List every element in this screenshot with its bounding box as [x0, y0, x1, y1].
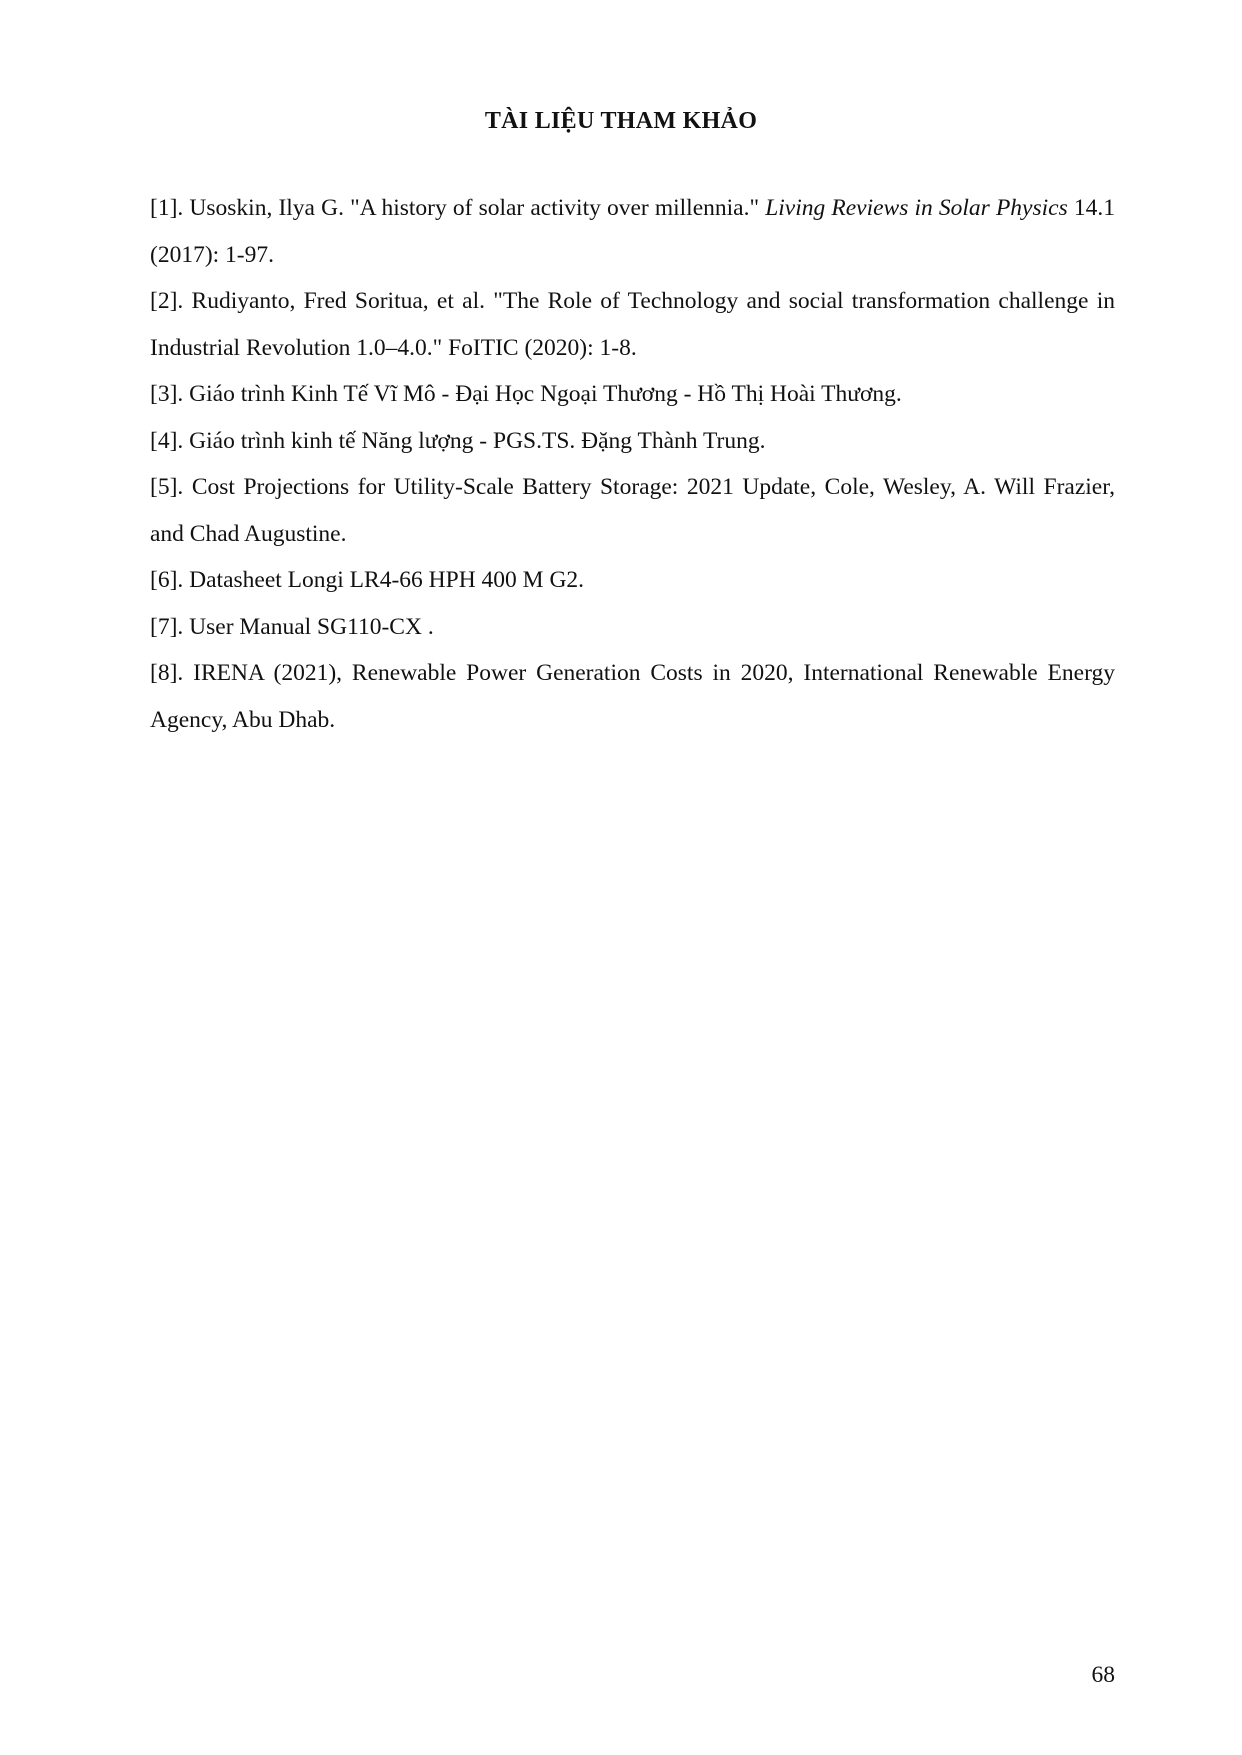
reference-item-2: [2]. Rudiyanto, Fred Soritua, et al. "The Role of Technology and social transformation challenge in Industrial Revolution 1.0–4.0." FoITIC (2020): 1-8. [150, 288, 1115, 361]
reference-item-7: [7]. User Manual SG110-CX . [150, 613, 434, 640]
reference-item-6: [6]. Datasheet Longi LR4-66 HPH 400 M G2. [150, 567, 585, 593]
reference-item-3: [3]. Giáo trình Kinh Tế Vĩ Mô - Đại Học Ngoại Thương - Hồ Thị Hoài Thương. [150, 381, 902, 407]
reference-1-journal: Living Reviews in Solar Physics [765, 195, 1068, 221]
page-number: 68 [1091, 1662, 1115, 1688]
reference-1-tail: 14.1 (2017): 1-97. [150, 195, 1115, 268]
reference-list [150, 185, 1115, 743]
page-title: TÀI LIỆU THAM KHẢO [484, 108, 758, 134]
reference-item-8: [8]. IRENA (2021), Renewable Power Generation Costs in 2020, International Renewable Energy Agency, Abu Dhab. [150, 660, 1115, 733]
reference-item-1 [150, 185, 1115, 278]
reference-1-lead: [1]. Usoskin, Ilya G. "A history of solar activity over millennia." [150, 195, 766, 221]
reference-item-5: [5]. Cost Projections for Utility-Scale Battery Storage: 2021 Update, Cole, Wesley, A. Will Frazier, and Chad Augustine. [150, 474, 1115, 547]
reference-item-4: [4]. Giáo trình kinh tế Năng lượng - PGS.TS. Đặng Thành Trung. [150, 427, 766, 454]
